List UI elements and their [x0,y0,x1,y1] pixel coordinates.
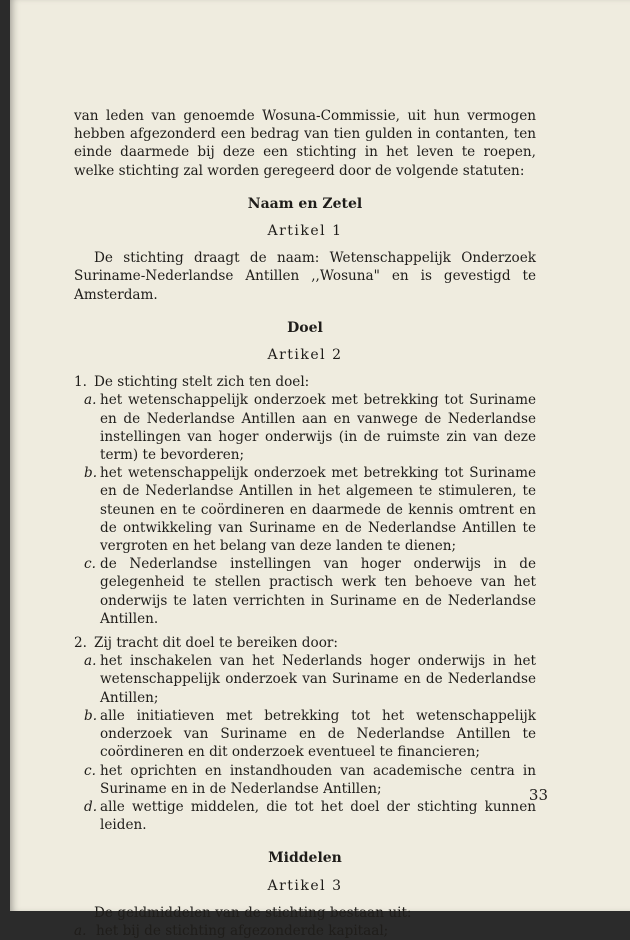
list-item-2-2c [74,762,536,798]
item-letter: c. [84,556,96,573]
article-3-text: De geldmiddelen van de stichting bestaan uit: [94,904,412,921]
article-2-title: Artikel 2 [267,347,343,364]
item-text: alle wettige middelen, die tot het doel der stichting kunnen leiden. [100,798,536,834]
list-item-3a [74,922,536,940]
item-text: de Nederlandse instellingen van hoger onderwijs in de gelegenheid te stellen practisch werk ten behoeve van het onderwijs te laten verrichten in Suriname en de Nederlandse Antillen. [100,556,536,627]
list-item-2-2d [74,798,536,834]
item-letter: c. [84,762,96,779]
item-text: het oprichten en instandhouden van academische centra in Suriname en in de Nederlandse Antillen; [100,762,536,797]
item-letter: a. [84,653,97,670]
section-heading-naam-en-zetel: Naam en Zetel [247,195,363,212]
document-page [10,0,630,939]
page-body [74,107,536,940]
section-heading-doel: Doel [287,319,323,336]
page-number: 33 [528,786,548,804]
item-number: 1. [74,374,87,391]
item-text: het wetenschappelijk onderzoek met betrekking tot Suriname en de Nederlandse Antillen in het algemeen te stimuleren, te steunen en te coördineren en daarmede de kennis omtrent en de ontwikkeling van Suriname en de Nederlandse Antillen te vergroten en het belang van deze landen te dienen; [100,465,536,555]
item-text: De stichting stelt zich ten doel: [94,374,310,391]
section-heading-middelen: Middelen [268,850,342,867]
numbered-item-2 [74,634,536,652]
item-text: alle initiatieven met betrekking tot het wetenschappelijk onderzoek van Suriname en de Nederlandse Antillen te coördineren en dit onderzoek eventueel te financieren; [100,707,536,761]
list-item-2-1b [74,464,536,555]
article-1-title: Artikel 1 [267,223,343,240]
numbered-item-1 [74,373,536,391]
item-text: Zij tracht dit doel te bereiken door: [94,635,338,652]
article-1-text: De stichting draagt de naam: Wetenschappelijk Onderzoek Suriname-Nederlandse Antillen ,,Wosuna" en is gevestigd te Amsterdam. [74,250,536,303]
intro-paragraph: van leden van genoemde Wosuna-Commissie, uit hun vermogen hebben afgezonderd een bedrag van tien gulden in contanten, ten einde daarmede bij deze een stichting in het leven te roepen, welke stichting zal worden geregeerd door de volgende statuten: [74,108,536,179]
item-text: het wetenschappelijk onderzoek met betrekking tot Suriname en de Nederlandse Antillen aan en vanwege de Nederlandse instellingen van hoger onderwijs (in de ruimste zin van deze term) te bevorderen; [100,392,536,464]
list-item-2-2a [74,652,536,707]
item-letter: b. [84,707,98,724]
item-number: 2. [74,635,87,652]
item-letter: a. [74,922,87,939]
article-3-title: Artikel 3 [267,877,343,894]
list-item-2-1c [74,555,536,628]
item-text: het bij de stichting afgezonderde kapitaal; [96,922,389,939]
item-letter: d. [84,798,98,815]
item-letter: a. [84,392,97,409]
item-letter: b. [84,465,98,482]
list-item-2-1a [74,391,536,464]
list-item-2-2b [74,707,536,762]
item-text: het inschakelen van het Nederlands hoger onderwijs in het wetenschappelijk onderzoek van Suriname en de Nederlandse Antillen; [100,653,536,706]
